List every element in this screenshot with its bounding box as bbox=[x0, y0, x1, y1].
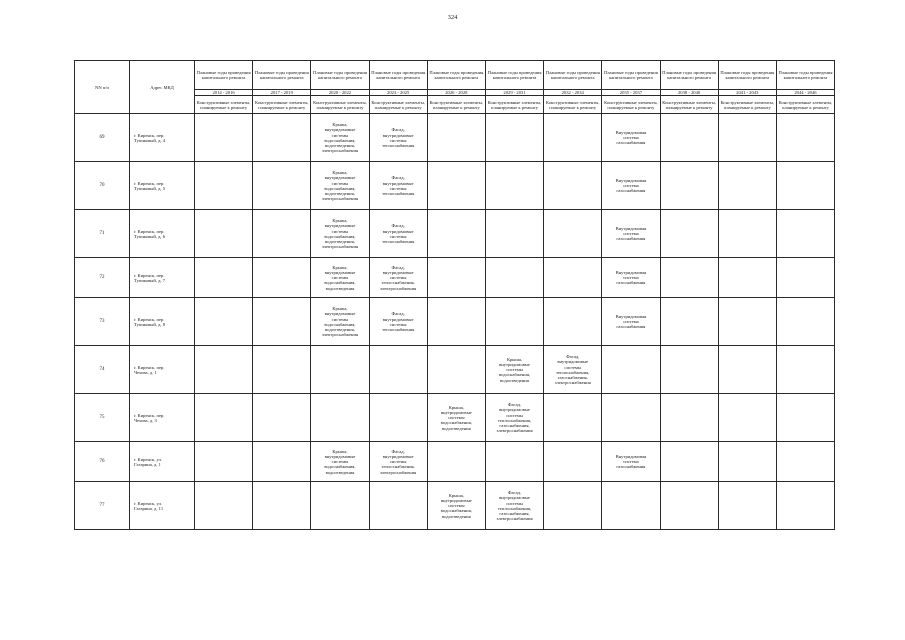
header-plan-label: Плановые годы проведения капитального ремонта bbox=[544, 61, 602, 90]
row-cell bbox=[369, 346, 427, 394]
row-cell bbox=[544, 162, 602, 210]
header-address: Адрес МКД bbox=[130, 61, 195, 114]
row-cell bbox=[602, 394, 660, 442]
row-cell: Фасад, внутридомовые системы теплоснабжения, электроснабжения bbox=[369, 442, 427, 482]
capital-repair-table bbox=[74, 60, 835, 530]
row-cell bbox=[660, 394, 718, 442]
header-period: 2032 - 2034 bbox=[544, 90, 602, 96]
table-row bbox=[75, 298, 835, 346]
row-cell bbox=[253, 114, 311, 162]
header-period: 2041 - 2043 bbox=[718, 90, 776, 96]
row-cell bbox=[427, 442, 485, 482]
row-address: г. Киренск, пер. Тупиковый, д. 5 bbox=[130, 162, 195, 210]
row-cell: Внутридомовая система газоснабжения bbox=[602, 258, 660, 298]
header-elements-label: Конструктивные элементы, планируемые к ремонту bbox=[427, 96, 485, 114]
row-cell: Крыша, внутридомовые системы водоснабжения, водоотведения bbox=[485, 346, 543, 394]
row-cell bbox=[485, 442, 543, 482]
header-num: NN п/п bbox=[75, 61, 130, 114]
row-cell bbox=[602, 346, 660, 394]
header-elements-label: Конструктивные элементы, планируемые к ремонту bbox=[369, 96, 427, 114]
row-cell bbox=[427, 258, 485, 298]
row-cell bbox=[253, 394, 311, 442]
header-elements-label: Конструктивные элементы, планируемые к ремонту bbox=[311, 96, 369, 114]
row-cell bbox=[544, 258, 602, 298]
row-cell bbox=[660, 162, 718, 210]
row-cell bbox=[544, 298, 602, 346]
header-elements-label: Конструктивные элементы, планируемые к ремонту bbox=[253, 96, 311, 114]
row-cell bbox=[660, 114, 718, 162]
row-cell: Фасад, внутридомовые системы теплоснабжения bbox=[369, 162, 427, 210]
row-number: 76 bbox=[75, 442, 130, 482]
row-cell bbox=[718, 114, 776, 162]
row-number: 72 bbox=[75, 258, 130, 298]
header-period: 2023 - 2025 bbox=[369, 90, 427, 96]
header-period: 2017 - 2019 bbox=[253, 90, 311, 96]
row-cell: Крыша, внутридомовые системы водоснабжения, водоотведения bbox=[311, 258, 369, 298]
header-elements-label: Конструктивные элементы, планируемые к ремонту bbox=[602, 96, 660, 114]
row-cell bbox=[485, 258, 543, 298]
row-cell bbox=[427, 162, 485, 210]
row-cell bbox=[660, 346, 718, 394]
row-cell bbox=[311, 482, 369, 530]
row-cell bbox=[311, 394, 369, 442]
row-cell bbox=[253, 210, 311, 258]
row-number: 77 bbox=[75, 482, 130, 530]
header-period: 2044 - 2046 bbox=[776, 90, 834, 96]
header-plan-label: Плановые годы проведения капитального ремонта bbox=[485, 61, 543, 90]
row-cell: Фасад, внутридомовые системы теплоснабжения, газоснабжения, электроснабжения bbox=[485, 482, 543, 530]
row-number: 69 bbox=[75, 114, 130, 162]
row-address: г. Киренск, ул. Гагарина, д. 1 bbox=[130, 442, 195, 482]
header-period: 2026 - 2028 bbox=[427, 90, 485, 96]
header-plan-label: Плановые годы проведения капитального ремонта bbox=[776, 61, 834, 90]
row-address: г. Киренск, пер. Тупиковый, д. 8 bbox=[130, 298, 195, 346]
row-cell bbox=[253, 346, 311, 394]
row-cell: Крыша, внутридомовые системы водоснабжения, водоотведения, электроснабжения bbox=[311, 114, 369, 162]
row-cell: Фасад, внутридомовые системы теплоснабжения, газоснабжения, электроснабжения bbox=[485, 394, 543, 442]
row-cell: Внутридомовая система газоснабжения bbox=[602, 114, 660, 162]
row-cell bbox=[253, 298, 311, 346]
row-cell: Крыша, внутридомовые системы водоснабжения, водоотведения bbox=[311, 442, 369, 482]
row-cell bbox=[544, 114, 602, 162]
table-row bbox=[75, 346, 835, 394]
row-cell bbox=[427, 114, 485, 162]
row-address: г. Киренск, пер. Тупиковый, д. 6 bbox=[130, 210, 195, 258]
header-period: 2029 - 2031 bbox=[485, 90, 543, 96]
row-cell bbox=[776, 162, 834, 210]
row-cell bbox=[718, 210, 776, 258]
row-cell bbox=[427, 210, 485, 258]
row-cell bbox=[660, 210, 718, 258]
row-cell bbox=[253, 258, 311, 298]
header-plan-label: Плановые годы проведения капитального ремонта bbox=[195, 61, 253, 90]
row-cell bbox=[602, 482, 660, 530]
row-cell bbox=[253, 162, 311, 210]
row-cell bbox=[369, 394, 427, 442]
header-period: 2014 - 2016 bbox=[195, 90, 253, 96]
row-address: г. Киренск, ул. Гагарина, д. 11 bbox=[130, 482, 195, 530]
row-address: г. Киренск, пер. Тупиковый, д. 4 bbox=[130, 114, 195, 162]
row-cell bbox=[776, 258, 834, 298]
row-number: 75 bbox=[75, 394, 130, 442]
table-row bbox=[75, 162, 835, 210]
row-cell bbox=[195, 298, 253, 346]
row-cell: Фасад, внутридомовые системы теплоснабжения bbox=[369, 114, 427, 162]
row-cell bbox=[718, 442, 776, 482]
row-cell: Фасад, внутридомовые системы теплоснабжения bbox=[369, 210, 427, 258]
row-cell bbox=[776, 210, 834, 258]
row-cell bbox=[776, 442, 834, 482]
table-row bbox=[75, 394, 835, 442]
row-cell: Фасад, внутридомовые системы теплоснабжения bbox=[369, 298, 427, 346]
header-elements-label: Конструктивные элементы, планируемые к ремонту bbox=[195, 96, 253, 114]
row-cell bbox=[195, 442, 253, 482]
header-elements-label: Конструктивные элементы, планируемые к ремонту bbox=[544, 96, 602, 114]
row-cell bbox=[776, 114, 834, 162]
row-cell bbox=[718, 394, 776, 442]
row-cell: Внутридомовая система газоснабжения bbox=[602, 210, 660, 258]
header-elements-label: Конструктивные элементы, планируемые к ремонту bbox=[660, 96, 718, 114]
row-cell bbox=[776, 394, 834, 442]
row-cell bbox=[660, 298, 718, 346]
row-cell bbox=[718, 162, 776, 210]
table-row bbox=[75, 258, 835, 298]
row-number: 71 bbox=[75, 210, 130, 258]
row-cell bbox=[485, 210, 543, 258]
header-plan-label: Плановые годы проведения капитального ремонта bbox=[369, 61, 427, 90]
row-address: г. Киренск, пер. Чехова, д. 3 bbox=[130, 394, 195, 442]
table-row bbox=[75, 482, 835, 530]
row-cell bbox=[485, 114, 543, 162]
row-cell: Внутридомовая система газоснабжения bbox=[602, 442, 660, 482]
row-cell bbox=[195, 210, 253, 258]
row-cell bbox=[195, 258, 253, 298]
header-plan-label: Плановые годы проведения капитального ремонта bbox=[253, 61, 311, 90]
row-cell bbox=[195, 394, 253, 442]
header-elements-label: Конструктивные элементы, планируемые к ремонту bbox=[776, 96, 834, 114]
row-cell bbox=[427, 298, 485, 346]
header-plan-label: Плановые годы проведения капитального ремонта bbox=[718, 61, 776, 90]
header-plan-label: Плановые годы проведения капитального ремонта bbox=[602, 61, 660, 90]
row-cell: Внутридомовая система газоснабжения bbox=[602, 298, 660, 346]
row-cell bbox=[427, 346, 485, 394]
row-cell: Фасад, внутридомовые системы теплоснабжения, газоснабжения, электроснабжения bbox=[544, 346, 602, 394]
row-cell: Внутридомовая система газоснабжения bbox=[602, 162, 660, 210]
row-cell bbox=[718, 258, 776, 298]
row-cell bbox=[485, 298, 543, 346]
header-plan-label: Плановые годы проведения капитального ремонта bbox=[427, 61, 485, 90]
row-cell: Крыша, внутридомовые системы водоснабжения, водоотведения bbox=[427, 482, 485, 530]
row-cell: Крыша, внутридомовые системы водоснабжения, водоотведения bbox=[427, 394, 485, 442]
row-number: 73 bbox=[75, 298, 130, 346]
table-row bbox=[75, 114, 835, 162]
row-cell bbox=[544, 442, 602, 482]
row-cell bbox=[660, 442, 718, 482]
row-cell bbox=[369, 482, 427, 530]
row-cell: Крыша, внутридомовые системы водоснабжения, водоотведения, электроснабжения bbox=[311, 298, 369, 346]
row-cell bbox=[195, 346, 253, 394]
header-elements-label: Конструктивные элементы, планируемые к ремонту bbox=[718, 96, 776, 114]
row-cell bbox=[195, 114, 253, 162]
row-cell bbox=[195, 162, 253, 210]
header-period: 2038 - 2040 bbox=[660, 90, 718, 96]
header-period: 2020 - 2022 bbox=[311, 90, 369, 96]
row-cell bbox=[718, 298, 776, 346]
row-cell bbox=[776, 298, 834, 346]
row-cell bbox=[253, 482, 311, 530]
header-plan-label: Плановые годы проведения капитального ремонта bbox=[660, 61, 718, 90]
page-number: 324 bbox=[447, 14, 458, 21]
row-cell bbox=[485, 162, 543, 210]
row-cell bbox=[660, 482, 718, 530]
table-row bbox=[75, 210, 835, 258]
header-period: 2035 - 2037 bbox=[602, 90, 660, 96]
row-cell bbox=[660, 258, 718, 298]
header-row bbox=[75, 61, 835, 90]
row-cell: Крыша, внутридомовые системы водоснабжения, водоотведения, электроснабжения bbox=[311, 162, 369, 210]
row-cell: Крыша, внутридомовые системы водоснабжения, водоотведения, электроснабжения bbox=[311, 210, 369, 258]
row-address: г. Киренск, пер. Тупиковый, д. 7 bbox=[130, 258, 195, 298]
row-cell bbox=[776, 482, 834, 530]
row-cell bbox=[195, 482, 253, 530]
header-plan-label: Плановые годы проведения капитального ремонта bbox=[311, 61, 369, 90]
row-cell bbox=[544, 210, 602, 258]
row-cell bbox=[718, 482, 776, 530]
row-number: 70 bbox=[75, 162, 130, 210]
row-cell bbox=[544, 394, 602, 442]
row-cell bbox=[311, 346, 369, 394]
table-row bbox=[75, 442, 835, 482]
row-cell bbox=[718, 346, 776, 394]
row-cell bbox=[253, 442, 311, 482]
row-number: 74 bbox=[75, 346, 130, 394]
row-cell bbox=[544, 482, 602, 530]
header-elements-label: Конструктивные элементы, планируемые к ремонту bbox=[485, 96, 543, 114]
row-address: г. Киренск, пер. Чехова, д. 1 bbox=[130, 346, 195, 394]
row-cell: Фасад, внутридомовые системы теплоснабжения, электроснабжения bbox=[369, 258, 427, 298]
row-cell bbox=[776, 346, 834, 394]
